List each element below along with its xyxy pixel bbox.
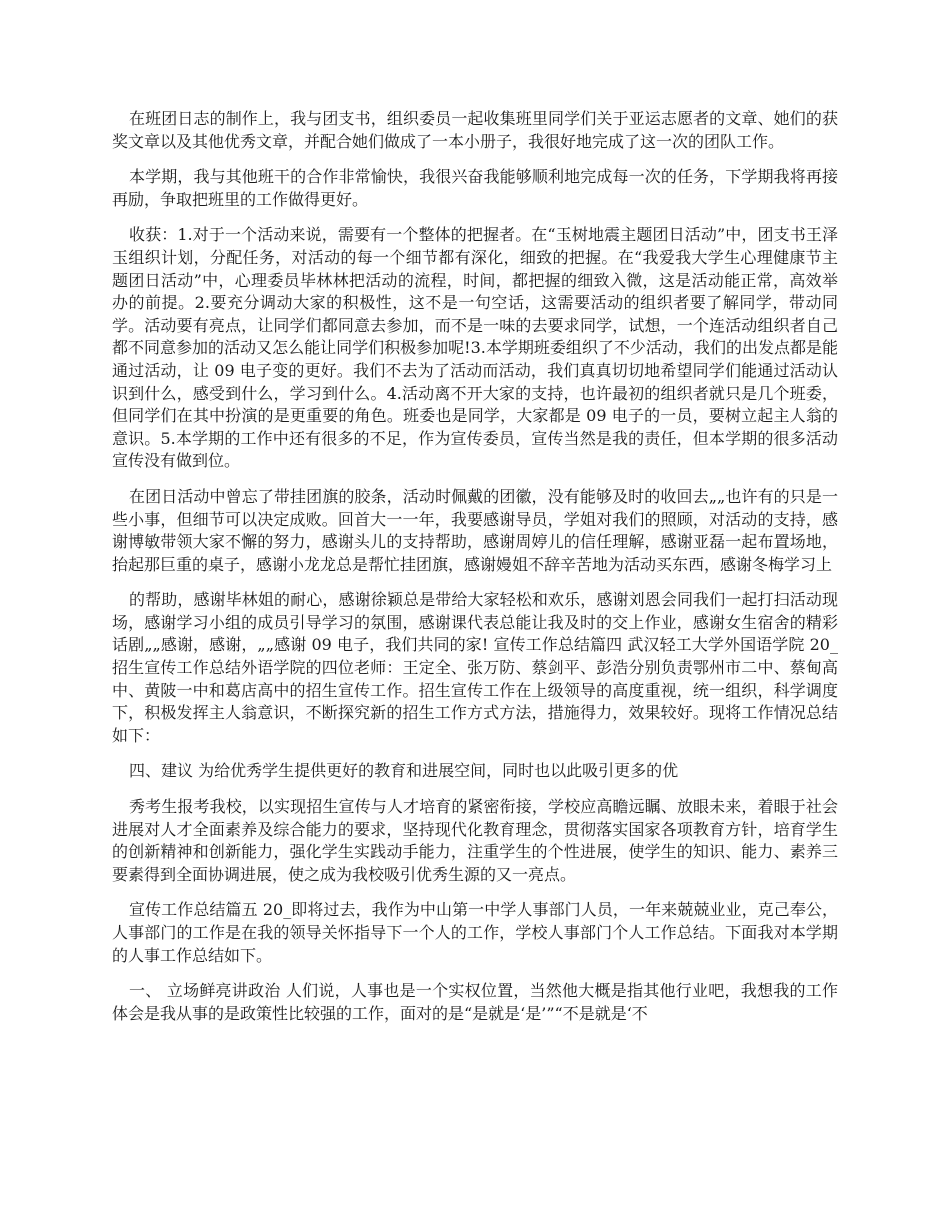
paragraph-7: 秀考生报考我校，以实现招生宣传与人才培育的紧密衔接，学校应高瞻远瞩、放眼未来，着眼于社会进展对人才全面素养及综合能力的要求，坚持现代化教育理念，贯彻落实国家各项教育方针，培育学生的创新精神和创新能力，强化学生实践动手能力，注重学生的个性进展，使学生的知识、能力、素养三要素得到全面协调进展，使之成为我校吸引优秀生源的又一亮点。 <box>112 797 838 884</box>
paragraph-9: 一、 立场鲜亮讲政治 人们说，人事也是一个实权位置，当然他大概是指其他行业吧，我想我的工作体会是我从事的是政策性比较强的工作，面对的是“是就是‘是’”“不是就是‘不 <box>112 981 838 1023</box>
paragraph-6: 四、建议 为给优秀学生提供更好的教育和进展空间，同时也以此吸引更多的优 <box>129 761 679 781</box>
document-body <box>112 108 838 1038</box>
paragraph-4: 在团日活动中曾忘了带挂团旗的胶条，活动时佩戴的团徽，没有能够及时的收回去„„也许有的只是一些小事，但细节可以决定成败。回首大一一年，我要感谢导员，学姐对我们的照顾，对活动的支持，感谢博敏带领大家不懈的努力，感谢头儿的支持帮助，感谢周婷儿的信任理解，感谢亚磊一起布置场地，抬起那巨重的桌子，感谢小龙龙总是帮忙挂团旗，感谢嫚姐不辞辛苦地为活动买东西，感谢冬梅学习上 <box>112 486 838 574</box>
paragraph-3: 收获：1.对于一个活动来说，需要有一个整体的把握者。在“玉树地震主题团日活动”中，团支书王泽玉组织计划，分配任务，对活动的每一个细节都有深化，细致的把握。在“我爱我大学生心理健康节主题团日活动”中，心理委员毕林林把活动的流程，时间，都把握的细致入微，这是活动能正常，高效举办的前提。2.要充分调动大家的积极性，这不是一句空话，这需要活动的组织者要了解同学，带动同学。活动要有亮点，让同学们都同意去参加，而不是一味的去要求同学，试想，一个连活动组织者自己都不同意参加的活动又怎么能让同学们积极参加呢!3.本学期班委组织了不少活动，我们的出发点都是能通过活动，让 09 电子变的更好。我们不去为了活动而活动，我们真真切切地希望同学们能通过活动认识到什么，感受到什么，学习到什么。4.活动离不开大家的支持，也许最初的组织者就只是几个班委，但同学们在其中扮演的是更重要的角色。班委也是同学，大家都是 09 电子的一员，要树立起主人翁的意识。5.本学期的工作中还有很多的不足，作为宣传委员，宣传当然是我的责任，但本学期的很多活动宣传没有做到位。 <box>112 225 838 471</box>
paragraph-1: 在班团日志的制作上，我与团支书，组织委员一起收集班里同学们关于亚运志愿者的文章、她们的获奖文章以及其他优秀文章，并配合她们做成了一本小册子，我很好地完成了这一次的团队工作。 <box>112 109 838 151</box>
paragraph-5: 的帮助，感谢毕林姐的耐心，感谢徐颖总是带给大家轻松和欢乐，感谢刘恩会同我们一起打扫活动现场，感谢学习小组的成员引导学习的氛围，感谢课代表总能让我及时的交上作业，感谢女生宿舍的精彩话剧„„感谢，感谢，„„感谢 09 电子，我们共同的家! 宣传工作总结篇四 武汉轻工大学外国语学院 20_招生宣传工作总结外语学院的四位老师：王定全、张万防、蔡剑平、彭浩分别负责鄂州市二中、蔡甸高中、黄陂一中和葛店高中的招生宣传工作。招生宣传工作在上级领导的高度重视，统一组织，科学调度下，积极发挥主人翁意识，不断探究新的招生工作方式方法，措施得力，效果较好。现将工作情况总结如下： <box>112 590 838 745</box>
paragraph-8: 宣传工作总结篇五 20_即将过去，我作为中山第一中学人事部门人员，一年来兢兢业业，克己奉公，人事部门的工作是在我的领导关怀指导下一个人的工作，学校人事部门个人工作总结。下面我对本学期的人事工作总结如下。 <box>112 900 838 965</box>
paragraph-2: 本学期，我与其他班干的合作非常愉快，我很兴奋我能够顺利地完成每一次的任务，下学期我将再接再励，争取把班里的工作做得更好。 <box>112 167 838 209</box>
